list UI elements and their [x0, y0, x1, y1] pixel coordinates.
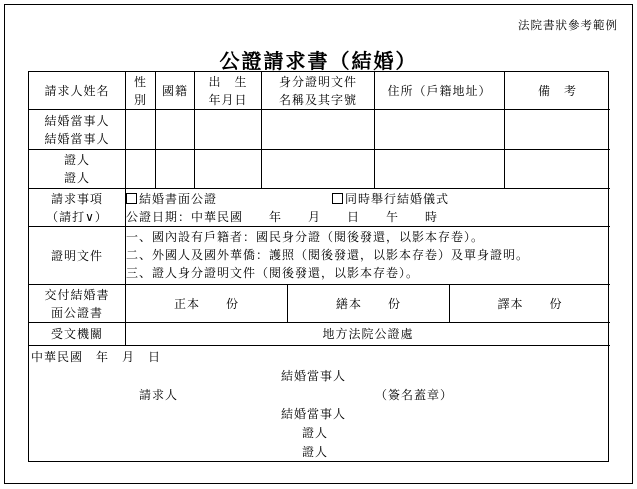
proof-item-3: 三、證人身分證明文件（閱後發還，以影本存卷）。: [126, 266, 420, 280]
party-birth-input[interactable]: [195, 110, 262, 150]
witness-birth-input[interactable]: [195, 150, 262, 189]
delivery-label-line2: 面公證書: [50, 305, 103, 320]
party-sex-input[interactable]: [126, 110, 156, 150]
request-option-2-label: 同時舉行結婚儀式: [345, 192, 450, 206]
header-nationality: [156, 72, 195, 110]
witness-id-input[interactable]: [262, 150, 375, 189]
header-id-document: [262, 72, 375, 110]
receiver-label-cell: [29, 323, 126, 346]
delivery-original-cell[interactable]: [126, 285, 288, 323]
header-nationality-text: 國籍: [161, 83, 188, 98]
party-address-input[interactable]: [375, 110, 505, 150]
document-title: 公證請求書（結婚）: [219, 49, 418, 73]
request-option-2-checkbox[interactable]: [332, 193, 343, 204]
signature-requester: 請求人: [139, 388, 179, 402]
delivery-abridged-text: 繕本 份: [335, 296, 401, 311]
proof-label: 證明文件: [50, 248, 103, 263]
receiver-value-cell: [126, 323, 610, 346]
party-label-1: 結婚當事人: [44, 113, 110, 128]
delivery-original-text: 正本 份: [173, 296, 239, 311]
header-birth-line2: 年月日: [208, 92, 248, 107]
delivery-label-line1: 交付結婚書: [44, 287, 110, 302]
request-option-1-label: 結婚書面公證: [139, 192, 218, 206]
party-nationality-input[interactable]: [156, 110, 195, 150]
witness-address-input[interactable]: [375, 150, 505, 189]
delivery-translation-cell[interactable]: [450, 285, 610, 323]
witness-label-2: 證人: [63, 171, 90, 185]
party-label-cell: [29, 110, 126, 150]
delivery-translation-text: 譯本 份: [497, 296, 563, 311]
header-remarks: [505, 72, 610, 110]
reference-note: 法院書狀參考範例: [518, 18, 618, 32]
signature-date: 中華民國 年 月 日: [31, 350, 162, 364]
party-id-input[interactable]: [262, 110, 375, 150]
witness-label-1: 證人: [63, 153, 90, 167]
request-label-cell: [29, 189, 126, 227]
delivery-label-cell: [29, 285, 126, 323]
header-applicant-name: [29, 72, 126, 110]
receiver-label: 受文機關: [50, 327, 103, 341]
request-date-line: 公證日期：中華民國 年 月 日 午 時: [126, 210, 439, 224]
request-option-2[interactable]: [332, 190, 449, 208]
party-remarks-input[interactable]: [505, 110, 610, 150]
proof-item-2: 二、外國人及國外華僑：護照（閱後發還，以影本存卷）及單身證明。: [126, 248, 530, 262]
header-sex-line2: 別: [133, 92, 147, 107]
header-birth-line1: 出 生: [208, 74, 248, 89]
receiver-value: 地方法院公證處: [322, 327, 414, 341]
header-sex-line1: 性: [133, 74, 147, 89]
witness-sex-input[interactable]: [126, 150, 156, 189]
header-sex: [126, 72, 156, 110]
header-applicant-name-text: 請求人姓名: [44, 83, 110, 98]
header-address-text: 住所（戶籍地址）: [387, 83, 492, 98]
request-label-line1: 請求事項: [50, 191, 103, 206]
witness-label-cell: [29, 150, 126, 189]
witness-remarks-input[interactable]: [505, 150, 610, 189]
signature-party-1: 結婚當事人: [281, 369, 347, 383]
proof-item-1: 一、國內設有戶籍者：國民身分證（閱後發還，以影本存卷）。: [126, 230, 485, 244]
header-birth-date: [195, 72, 262, 110]
signature-seal-note: （簽名蓋章）: [375, 388, 454, 402]
signature-witness-2: 證人: [302, 445, 329, 459]
party-label-2: 結婚當事人: [44, 131, 110, 146]
header-id-line1: 身分證明文件: [278, 74, 357, 89]
header-id-line2: 名稱及其字號: [278, 92, 357, 107]
header-address: [375, 72, 505, 110]
witness-nationality-input[interactable]: [156, 150, 195, 189]
signature-party-2: 結婚當事人: [281, 407, 347, 421]
delivery-abridged-cell[interactable]: [288, 285, 450, 323]
request-label-line2: （請打∨）: [46, 209, 108, 224]
proof-label-cell: [29, 227, 126, 285]
header-remarks-text: 備 考: [537, 83, 577, 98]
signature-witness-1: 證人: [302, 426, 329, 440]
request-option-1-checkbox[interactable]: [126, 193, 137, 204]
request-form-table: [28, 71, 609, 462]
request-option-1[interactable]: [126, 190, 217, 208]
